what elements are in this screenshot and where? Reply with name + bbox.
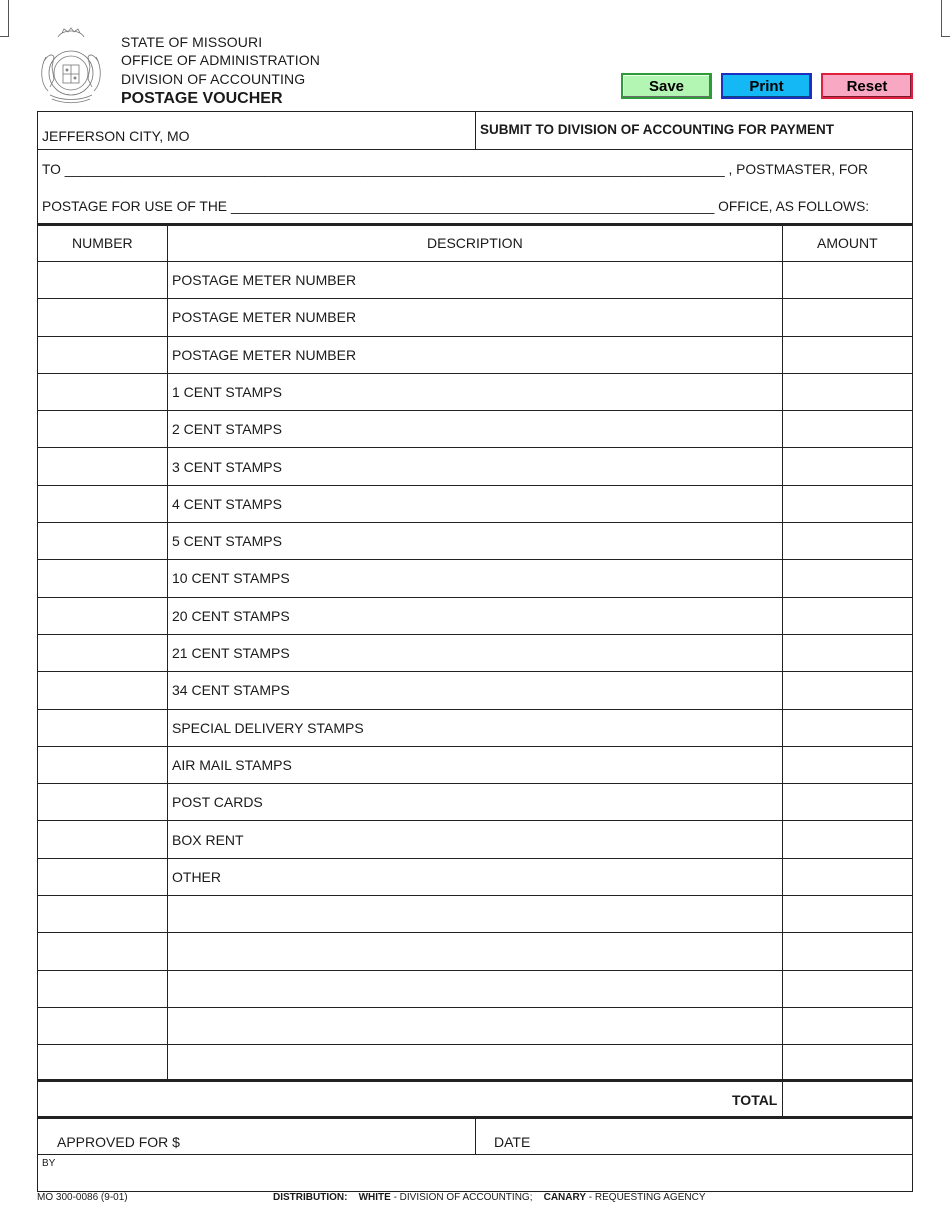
description-cell: 5 CENT STAMPS xyxy=(172,533,282,550)
amount-cell-input[interactable] xyxy=(788,270,910,292)
office-line: POSTAGE FOR USE OF THE _______________________________________________________________ OFFICE, AS FOLLOWS: xyxy=(42,199,870,214)
description-cell: BOX RENT xyxy=(172,831,244,848)
header-state: STATE OF MISSOURI xyxy=(121,34,263,50)
amount-column-header: AMOUNT xyxy=(817,235,878,251)
description-cell: 21 CENT STAMPS xyxy=(172,645,290,661)
table-row xyxy=(38,1008,912,1045)
table-row xyxy=(38,822,912,859)
header-divider xyxy=(475,112,476,149)
description-cell-input[interactable] xyxy=(368,830,777,852)
amount-cell-input[interactable] xyxy=(788,643,910,665)
number-cell-input[interactable] xyxy=(42,531,166,553)
approved-label: APPROVED FOR $ xyxy=(57,1134,180,1150)
table-row xyxy=(38,784,912,821)
table-row xyxy=(38,598,912,635)
date-input[interactable] xyxy=(538,1132,902,1154)
description-cell: 3 CENT STAMPS xyxy=(172,458,282,475)
number-cell-input[interactable] xyxy=(42,307,166,329)
number-cell-input[interactable] xyxy=(42,643,166,665)
header-division: DIVISION OF ACCOUNTING xyxy=(121,71,306,87)
description-cell: SPECIAL DELIVERY STAMPS xyxy=(172,719,364,736)
amount-cell-input[interactable] xyxy=(788,941,910,963)
postmaster-name-input[interactable] xyxy=(66,159,770,181)
table-row xyxy=(38,374,912,411)
number-cell-input[interactable] xyxy=(42,457,166,479)
description-cell-input[interactable] xyxy=(368,307,777,329)
page-title: POSTAGE VOUCHER xyxy=(121,90,283,107)
amount-cell-input[interactable] xyxy=(788,457,910,479)
by-top-rule xyxy=(38,1154,912,1155)
number-cell-input[interactable] xyxy=(42,680,166,702)
description-cell-input[interactable] xyxy=(368,643,777,665)
description-cell-input[interactable] xyxy=(368,755,777,777)
amount-cell-input[interactable] xyxy=(788,568,910,590)
distribution-note xyxy=(273,1192,706,1203)
number-cell-input[interactable] xyxy=(42,494,166,516)
description-cell-input[interactable] xyxy=(368,680,777,702)
amount-cell-input[interactable] xyxy=(788,979,910,1001)
description-cell-input[interactable] xyxy=(368,718,777,740)
description-cell-input[interactable] xyxy=(368,345,777,367)
total-top-rule xyxy=(38,1079,912,1082)
amount-cell-input[interactable] xyxy=(788,755,910,777)
missouri-state-seal-icon xyxy=(38,27,104,105)
description-cell-input[interactable] xyxy=(172,1053,776,1075)
description-cell: POSTAGE METER NUMBER xyxy=(172,346,357,363)
table-row xyxy=(38,971,912,1008)
description-cell-input[interactable] xyxy=(172,904,776,926)
amount-cell-input[interactable] xyxy=(788,345,910,367)
description-cell-input[interactable] xyxy=(368,494,777,516)
table-row xyxy=(38,710,912,747)
distribution-white-dest: - DIVISION OF ACCOUNTING; xyxy=(390,1192,533,1203)
table-row xyxy=(38,933,912,970)
approved-date-divider xyxy=(475,1118,476,1154)
amount-cell-input[interactable] xyxy=(788,531,910,553)
number-cell-input[interactable] xyxy=(42,345,166,367)
rule xyxy=(38,149,912,150)
amount-cell-input[interactable] xyxy=(788,382,910,404)
table-row xyxy=(38,672,912,709)
distribution-label: DISTRIBUTION: xyxy=(273,1192,348,1203)
table-row xyxy=(38,262,912,299)
number-cell-input[interactable] xyxy=(42,867,166,889)
corner-mark-top-left xyxy=(8,0,9,36)
amount-cell-input[interactable] xyxy=(788,680,910,702)
description-cell: POSTAGE METER NUMBER xyxy=(172,272,357,288)
description-cell-input[interactable] xyxy=(172,979,776,1001)
number-cell-input[interactable] xyxy=(42,419,166,441)
number-cell-input[interactable] xyxy=(42,792,166,814)
total-label: TOTAL xyxy=(732,1092,778,1108)
amount-cell-input[interactable] xyxy=(788,830,910,852)
number-cell-input[interactable] xyxy=(42,718,166,740)
description-cell-input[interactable] xyxy=(368,606,777,628)
date-label: DATE xyxy=(494,1134,531,1150)
description-cell: AIR MAIL STAMPS xyxy=(172,756,292,773)
number-cell-input[interactable] xyxy=(42,904,166,926)
description-cell-input[interactable] xyxy=(368,867,777,889)
corner-mark-top-left-h xyxy=(0,36,9,37)
description-cell: 2 CENT STAMPS xyxy=(172,421,282,438)
number-cell-input[interactable] xyxy=(42,606,166,628)
number-cell-input[interactable] xyxy=(42,755,166,777)
table-row xyxy=(38,337,912,374)
print-button[interactable]: Print xyxy=(721,73,812,99)
description-cell-input[interactable] xyxy=(368,531,777,553)
description-column-header: DESCRIPTION xyxy=(427,235,523,251)
number-cell-input[interactable] xyxy=(42,1016,166,1038)
description-cell: 4 CENT STAMPS xyxy=(172,495,282,512)
table-row xyxy=(38,747,912,784)
table-row xyxy=(38,896,912,933)
amount-cell-input[interactable] xyxy=(788,419,910,441)
table-row xyxy=(38,859,912,896)
number-cell-input[interactable] xyxy=(42,568,166,590)
amount-cell-input[interactable] xyxy=(788,904,910,926)
description-cell-input[interactable] xyxy=(172,1016,776,1038)
table-row xyxy=(38,523,912,560)
corner-mark-top-right xyxy=(941,0,942,36)
number-column-header: NUMBER xyxy=(72,235,133,251)
description-cell: 34 CENT STAMPS xyxy=(172,682,290,699)
amount-cell-input[interactable] xyxy=(788,867,910,889)
by-label: BY xyxy=(42,1158,56,1169)
table-top-rule xyxy=(38,223,912,226)
table-row xyxy=(38,449,912,486)
amount-cell-input[interactable] xyxy=(788,307,910,329)
reset-button[interactable]: Reset xyxy=(821,73,913,99)
corner-mark-top-right-h xyxy=(941,36,950,37)
amount-cell-input[interactable] xyxy=(788,1053,910,1075)
form-number: MO 300-0086 (9-01) xyxy=(37,1192,128,1203)
description-cell: 10 CENT STAMPS xyxy=(172,570,290,587)
number-cell-input[interactable] xyxy=(42,979,166,1001)
table-row xyxy=(38,299,912,336)
number-cell-input[interactable] xyxy=(42,270,166,292)
description-cell: POST CARDS xyxy=(172,794,263,811)
distribution-white: WHITE xyxy=(358,1192,391,1203)
description-cell-input[interactable] xyxy=(368,270,777,292)
description-cell: POSTAGE METER NUMBER xyxy=(172,309,357,326)
description-cell-input[interactable] xyxy=(172,941,776,963)
description-cell-input[interactable] xyxy=(368,419,777,441)
total-amount-input[interactable] xyxy=(788,1090,910,1112)
number-cell-input[interactable] xyxy=(42,830,166,852)
distribution-canary: CANARY xyxy=(543,1192,587,1203)
table-row xyxy=(38,411,912,448)
number-cell-input[interactable] xyxy=(42,382,166,404)
table-row xyxy=(38,560,912,597)
amount-cell-input[interactable] xyxy=(788,606,910,628)
amount-cell-input[interactable] xyxy=(788,1016,910,1038)
amount-cell-input[interactable] xyxy=(788,718,910,740)
description-cell: OTHER xyxy=(172,868,221,885)
description-cell: 20 CENT STAMPS xyxy=(172,607,290,624)
city-label: JEFFERSON CITY, MO xyxy=(42,128,190,144)
description-cell-input[interactable] xyxy=(368,792,777,814)
header-office: OFFICE OF ADMINISTRATION xyxy=(121,52,320,68)
description-cell: 1 CENT STAMPS xyxy=(172,383,282,400)
description-cell-input[interactable] xyxy=(368,457,777,479)
description-cell-input[interactable] xyxy=(368,568,777,590)
postage-voucher-form xyxy=(37,111,913,1192)
amount-cell-input[interactable] xyxy=(788,792,910,814)
table-row xyxy=(38,635,912,672)
table-row xyxy=(38,486,912,523)
table-row xyxy=(38,1045,912,1082)
number-cell-input[interactable] xyxy=(42,941,166,963)
distribution-canary-dest: - REQUESTING AGENCY xyxy=(586,1192,706,1203)
postmaster-line: TO ______________________________________________________________________________________ , POSTMASTER, FOR xyxy=(42,162,868,177)
signature-input[interactable] xyxy=(68,1164,902,1186)
save-button[interactable]: Save xyxy=(621,73,712,99)
number-cell-input[interactable] xyxy=(42,1053,166,1075)
amount-cell-input[interactable] xyxy=(788,494,910,516)
submit-instruction: SUBMIT TO DIVISION OF ACCOUNTING FOR PAYMENT xyxy=(480,122,835,137)
approved-amount-input[interactable] xyxy=(183,1132,472,1154)
description-cell-input[interactable] xyxy=(368,382,777,404)
office-name-input[interactable] xyxy=(234,196,748,218)
